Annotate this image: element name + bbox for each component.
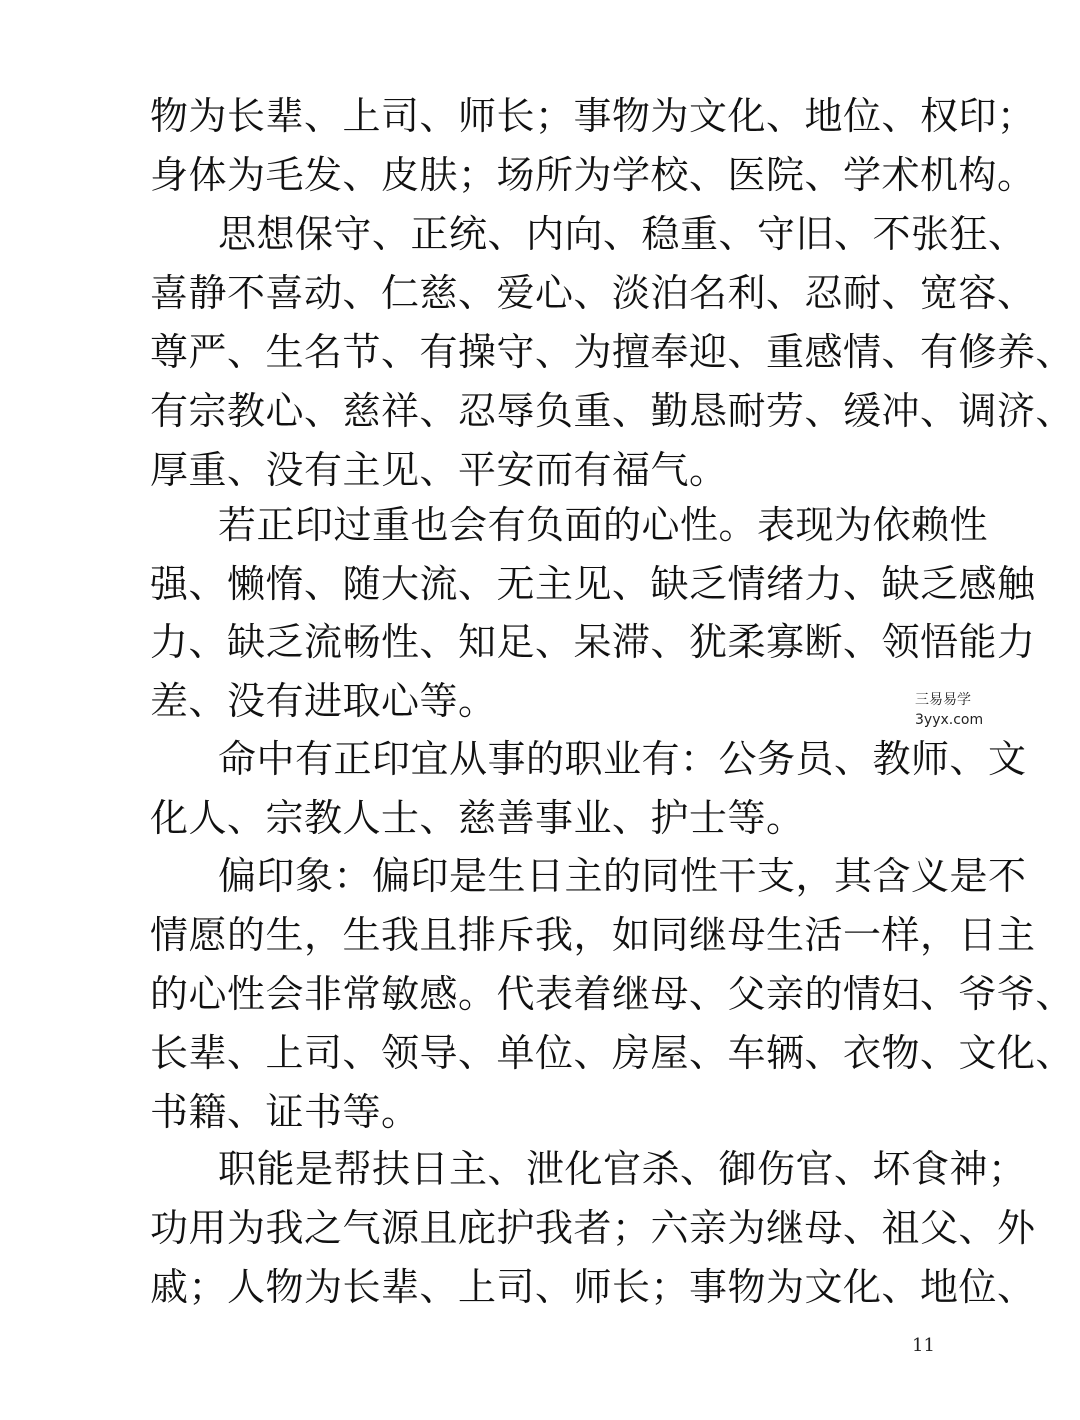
text-line: 强、懒惰、随大流、无主见、缺乏情绪力、缺乏感触: [150, 562, 1036, 606]
text-line: 力、缺乏流畅性、知足、呆滞、犹柔寡断、领悟能力: [150, 620, 1036, 664]
text-line: 情愿的生，生我且排斥我，如同继母生活一样，日主: [150, 913, 1036, 957]
text-line: 尊严、生名节、有操守、为擅奉迎、重感情、有修养、: [150, 330, 1075, 374]
text-line: 功用为我之气源且庇护我者；六亲为继母、祖父、外: [150, 1206, 1036, 1250]
text-line: 厚重、没有主见、平安而有福气。: [150, 448, 728, 492]
watermark-title: 三易易学: [915, 692, 971, 708]
site-watermark: [915, 690, 983, 730]
page-number: 11: [912, 1335, 935, 1356]
text-line: 有宗教心、慈祥、忍辱负重、勤恳耐劳、缓冲、调济、: [150, 389, 1075, 433]
text-line-paragraph-start: 职能是帮扶日主、泄化官杀、御伤官、坏食神；: [218, 1147, 1027, 1191]
text-line-paragraph-start: 若正印过重也会有负面的心性。表现为依赖性: [218, 503, 989, 547]
text-line: 戚；人物为长辈、上司、师长；事物为文化、地位、: [150, 1265, 1036, 1309]
watermark-url: 3yyx.com: [915, 712, 984, 728]
text-line: 物为长辈、上司、师长；事物为文化、地位、权印；: [150, 94, 1036, 138]
text-line: 身体为毛发、皮肤；场所为学校、医院、学术机构。: [150, 153, 1036, 197]
text-line: 差、没有进取心等。: [150, 679, 497, 723]
text-line: 的心性会非常敏感。代表着继母、父亲的情妇、爷爷、: [150, 972, 1075, 1016]
text-line-paragraph-start: 命中有正印宜从事的职业有：公务员、教师、文: [218, 737, 1027, 781]
text-line: 化人、宗教人士、慈善事业、护士等。: [150, 796, 805, 840]
text-line-paragraph-start: 思想保守、正统、内向、稳重、守旧、不张狂、: [218, 212, 1027, 256]
text-line: 喜静不喜动、仁慈、爱心、淡泊名利、忍耐、宽容、: [150, 271, 1036, 315]
text-line: 长辈、上司、领导、单位、房屋、车辆、衣物、文化、: [150, 1031, 1075, 1075]
text-line: 书籍、证书等。: [150, 1090, 420, 1134]
text-line-paragraph-start: 偏印象：偏印是生日主的同性干支，其含义是不: [218, 854, 1027, 898]
